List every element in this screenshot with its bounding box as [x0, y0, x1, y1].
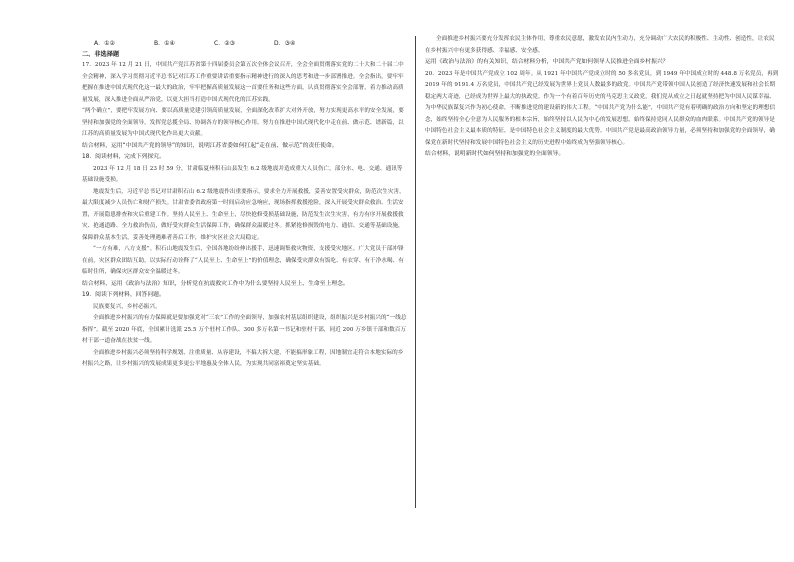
- option-c: C．②③: [214, 40, 235, 47]
- q18-material-3: “一方有难，八方支援”。积石山地震发生后，全国各地纷纷伸出援手，迅速调集救灾物资，支援受灾地区。广大党员干部冲锋在前，灾区群众团结互助，以实际行动诠释了“人民至上、生命至上”的价值理念，确保受灾群众有饭吃、有衣穿、有干净水喝、有临时住所，确保灾区群众安全温暖过冬。: [82, 246, 404, 275]
- answer-options: [82, 38, 408, 49]
- question-18: [82, 152, 408, 290]
- section-title: 二、非选择题: [82, 51, 120, 58]
- q19-heading: 民族要复兴，乡村必振兴。: [93, 303, 161, 310]
- column-divider: [415, 36, 416, 508]
- q18-stem: 18．阅读材料，完成下列探究。: [82, 154, 165, 160]
- q17-material-1: 17．2023 年 12 月 21 日，中国共产党江苏省第十四届委员会第五次全体会议召开，全会全面贯彻落实党的二十大和二十届二中全会精神，深入学习贯彻习近平总书记对江苏工作重要讲话重要指示精神进行的深入的思考和进一步部署推进。全会指出，要牢牢把握在推进中国式现代化这一最大的政治，牢牢把握高质量发展这一首要任务和这些方面，认真贯彻落实全会部署，着力推动高质量发展，深入推进全面从严治党，以更大担当打造中国式现代化的江苏实践。: [82, 62, 404, 103]
- q18-material-2: 地震发生后，习近平总书记对甘肃积石山 6.2 级地震作出重要指示，要求全力开展救援，妥善安置受灾群众，防范次生灾害，最大限度减少人员伤亡和财产损失。甘肃省委省政府第一时间启动应急响应，现场指挥救援抢险，深入开展受灾群众救治、生活安置，开展隐患排查和灾后重建工作。坚持人民至上、生命至上，尽快抢修受损基础设施，防范发生次生灾害，有力有序开展救援救灾、抢通道路、全力救治伤员，做好受灾群众生活保障工作，确保群众温暖过冬。抓紧抢修损毁的电力、通信、交通等基础设施，保障群众基本生活，妥善处理遇难者善后工作，维护灾区社会大局稳定。: [82, 188, 405, 241]
- q19-material-2: 全面推进乡村振兴必须坚持科学规划、注重质量、从容建设，不搞大拆大建，不能搞形象工程，因地制宜走符合本地实际的乡村振兴之路，让乡村振兴的发展成果更多更公平地惠及全体人民，为实现共同富裕奠定坚实基础。: [82, 349, 404, 367]
- q17-instruction: 结合材料，运用“中国共产党的领导”的知识，说明江苏省委如何扛起“走在前、做示范”的责任使命。: [82, 142, 338, 149]
- right-column: [425, 34, 780, 161]
- q20-material: 20．2023 年是中国共产党成立 102 周年。从 1921 年中国共产党成立时的 50 多名党员，到 1949 年中国成立时的 448.8 万名党员，再到 2019 年的 9191.4 万名党员，中国共产党已经发展为世界上党员人数最多的政党。中国共产党带领中国人民创造了经济快速发展和社会长期稳定两大奇迹，已经成为世界上最大的执政党。作为一个有着百年历史的马克思主义政党，我们党从成立之日起就坚持把为中国人民谋幸福、为中华民族谋复兴作为初心使命，不断推进党的建设新的伟大工程。“中国共产党为什么能”，中国共产党有着明确的政治方向和坚定的理想信念，始终坚持全心全意为人民服务的根本宗旨，始终坚持以人民为中心的发展思想，始终保持党同人民群众的血肉联系。中国共产党的领导是中国特色社会主义最本质的特征，是中国特色社会主义制度的最大优势。中国共产党是最高政治领导力量，必须坚持和加强党的全面领导，确保党在新时代坚持和发展中国特色社会主义的历史进程中始终成为坚强领导核心。: [425, 70, 779, 146]
- option-a: A．①②: [94, 40, 115, 47]
- q17-material-2: “两个确立”，要把牢发展方向、要以高质量党建引领高质量发展，全面深化改革扩大对外开放，努力实现更高水平的安全发展，要坚持和加强党的全面领导，发挥党总揽全局、协调各方的领导核心作用。努力在推进中国式现代化中走在前、做示范、谱新篇，以江苏的高质量发展为中国式现代化作出更大贡献。: [82, 108, 404, 137]
- q18-material-1: 2023 年 12 月 18 日 23 时 59 分，甘肃临夏州积石山县发生 6.2 级地震并造成重大人员伤亡，部分水、电、交通、通讯等基础设施受损。: [82, 165, 403, 183]
- question-17: [82, 60, 408, 152]
- q19-instruction: 运用《政治与法治》的有关知识，结合材料分析，中国共产党如何领导人民推进全面乡村振兴？: [425, 59, 669, 65]
- question-19: [82, 290, 408, 371]
- q19-material-3: 全面推进乡村振兴要充分发挥农民主体作用，尊重农民意愿，激发农民内生动力，充分调动广大农民的积极性、主动性、创造性，让农民在乡村振兴中有更多获得感、幸福感、安全感。: [425, 36, 775, 54]
- option-d: D．③④: [274, 40, 296, 47]
- q19-material-1: 全面推进乡村振兴的有力保障就是要加强党对“三农”工作的全面领导，加强农村基层组织建设，组织振兴是乡村振兴的“一线总指挥”。截至 2020 年底，全国累计选派 25.5 万个驻村工作队、300 多万名第一书记和驻村干部，同近 200 万乡镇干部和数百万村干部一道奋战在扶贫一线。: [82, 315, 407, 344]
- q19-stem: 19．阅读下列材料，回答问题。: [82, 292, 165, 298]
- q18-instruction: 结合材料，运用《政治与法治》知识，分析党在抗震救灾工作中为什么要坚持人民至上、生命至上理念。: [82, 280, 349, 287]
- q20-instruction: 结合材料，说明新时代如何坚持和加强党的全面领导。: [425, 151, 565, 157]
- left-column: [82, 34, 408, 371]
- option-b: B．①④: [154, 40, 175, 47]
